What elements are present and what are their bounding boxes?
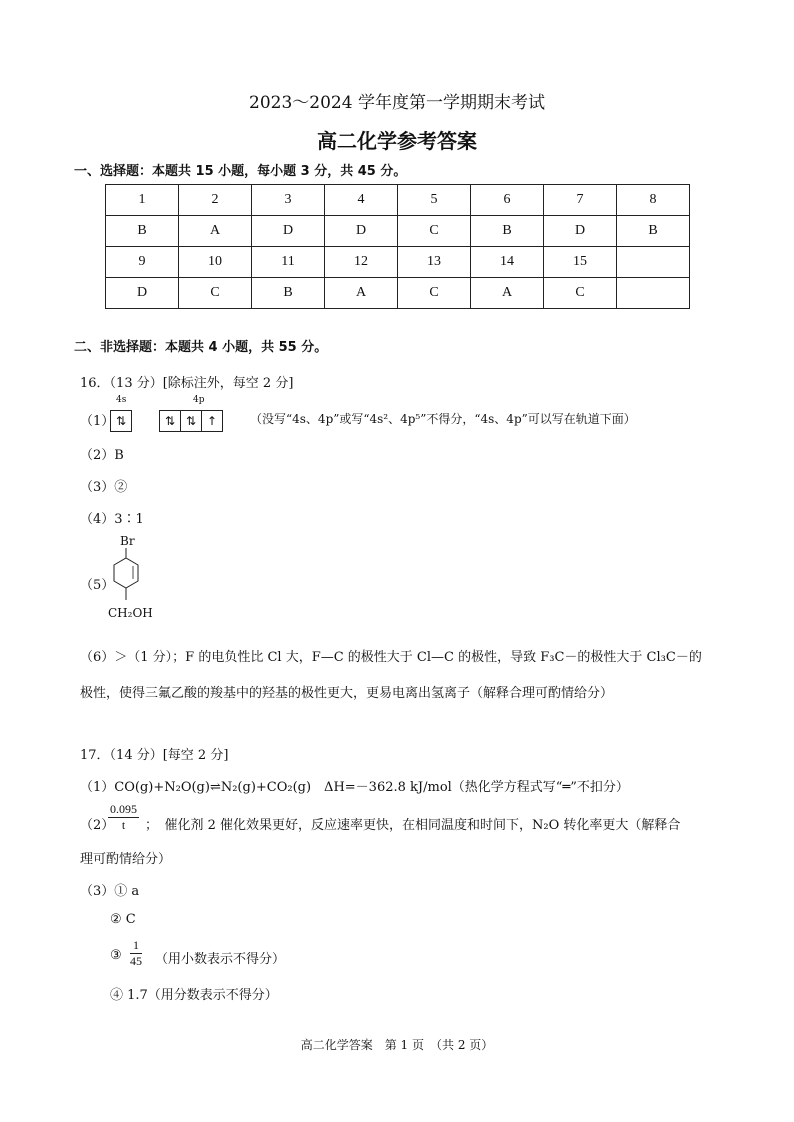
benzene-ring-structure: [108, 548, 148, 608]
answer-table-cell: 5: [398, 185, 471, 216]
orbital-4p-box: [159, 410, 223, 432]
fraction-numerator: 0.095: [110, 802, 137, 816]
answer-table-cell: 3: [252, 185, 325, 216]
q16-p4: （4）3∶1: [80, 512, 144, 527]
answer-table-cell: A: [179, 216, 252, 247]
q16-p3: （3）②: [80, 480, 128, 495]
answer-table-cell: 2: [179, 185, 252, 216]
q17-p3-2: ② C: [110, 912, 136, 927]
answer-table-cell: C: [544, 278, 617, 309]
fraction-denominator: t: [121, 818, 126, 832]
answer-table-cell: 12: [325, 247, 398, 278]
section1-heading: 一、选择题：本题共 15 小题，每小题 3 分，共 45 分。: [74, 164, 407, 179]
fraction-denominator: 45: [130, 954, 142, 968]
q17-p3-1: （3）① a: [80, 884, 140, 899]
answer-table-cell: D: [544, 216, 617, 247]
answer-table-row: [106, 278, 690, 309]
q16-p2: （2）B: [80, 448, 124, 463]
q17-p1: （1）CO(g)+N₂O(g)⇌N₂(g)+CO₂(g) ΔH=－362.8 kJ/mol（热化学方程式写“═”不扣分）: [80, 780, 629, 795]
answer-table-cell: B: [471, 216, 544, 247]
answer-table-cell: D: [325, 216, 398, 247]
q17-p2-line2: 理可酌情给分）: [80, 852, 172, 867]
page-footer: 高二化学答案 第 1 页 （共 2 页）: [300, 1038, 494, 1052]
answer-table-row: [106, 216, 690, 247]
answer-table-cell: B: [617, 216, 690, 247]
answer-table-cell: 13: [398, 247, 471, 278]
answer-table-cell: [617, 278, 690, 309]
answer-table-cell: 14: [471, 247, 544, 278]
answer-table-row: [106, 185, 690, 216]
q17-p2-fraction: [108, 802, 139, 833]
answer-title: 高二化学参考答案: [317, 129, 477, 153]
section2-heading: 二、非选择题：本题共 4 小题，共 55 分。: [74, 340, 328, 355]
q16-p5-label: （5）: [80, 578, 115, 593]
answer-table-cell: 4: [325, 185, 398, 216]
exam-title: 2023～2024 学年度第一学期期末考试: [249, 93, 545, 113]
q17-p3-3-label: ③: [110, 948, 122, 963]
answer-table-cell: 6: [471, 185, 544, 216]
structure-br-label: Br: [120, 534, 135, 548]
q16-p6-line2: 极性，使得三氟乙酸的羧基中的羟基的极性更大，更易电离出氢离子（解释合理可酌情给分）: [80, 686, 614, 701]
answer-table-cell: D: [106, 278, 179, 309]
answer-table-cell: 9: [106, 247, 179, 278]
q17-p2-label: （2）: [80, 818, 115, 833]
answer-table-cell: C: [179, 278, 252, 309]
orbital-cell: ↑: [206, 414, 218, 428]
answer-table-cell: B: [252, 278, 325, 309]
answer-table-cell: 1: [106, 185, 179, 216]
orbital-4s-label: 4s: [116, 395, 127, 405]
q17-p3-4: ④ 1.7（用分数表示不得分）: [110, 988, 278, 1003]
answer-table-cell: A: [471, 278, 544, 309]
q17-p2-text: ； 催化剂 2 催化效果更好，反应速率更快，在相同温度和时间下，N₂O 转化率更大（解释合: [145, 818, 681, 833]
orbital-cell: ⇅: [181, 411, 202, 431]
answer-table-cell: 15: [544, 247, 617, 278]
answer-table-cell: 11: [252, 247, 325, 278]
q16-p1-note: （没写“4s、4p”或写“4s²、4p⁵”不得分，“4s、4p”可以写在轨道下面）: [250, 412, 636, 426]
q17-header: 17．（14 分）[每空 2 分]: [80, 748, 229, 763]
q17-p3-3-note: （用小数表示不得分）: [155, 952, 286, 967]
q17-p3-3-fraction: [130, 938, 142, 969]
answer-table-cell: 8: [617, 185, 690, 216]
answer-table-cell: 7: [544, 185, 617, 216]
structure-ch2oh-label: CH₂OH: [108, 606, 153, 620]
q16-p1-label: （1）: [80, 414, 115, 429]
orbital-cell: ⇅: [115, 414, 127, 428]
answer-table: [105, 184, 690, 309]
orbital-4s-box: [110, 410, 132, 432]
answer-table-cell: 10: [179, 247, 252, 278]
orbital-cell: ⇅: [160, 411, 181, 431]
answer-table-row: [106, 247, 690, 278]
orbital-4p-label: 4p: [193, 395, 205, 405]
q16-p6-line1: （6）＞（1 分）；F 的电负性比 Cl 大，F—C 的极性大于 Cl—C 的极性，导致 F₃C－的极性大于 Cl₃C－的: [80, 650, 702, 665]
answer-table-cell: A: [325, 278, 398, 309]
answer-table-cell: B: [106, 216, 179, 247]
answer-table-cell: C: [398, 216, 471, 247]
answer-table-cell: D: [252, 216, 325, 247]
answer-table-cell: [617, 247, 690, 278]
answer-table-cell: C: [398, 278, 471, 309]
fraction-numerator: 1: [130, 938, 142, 954]
q16-header: 16．（13 分）[除标注外，每空 2 分]: [80, 376, 294, 391]
